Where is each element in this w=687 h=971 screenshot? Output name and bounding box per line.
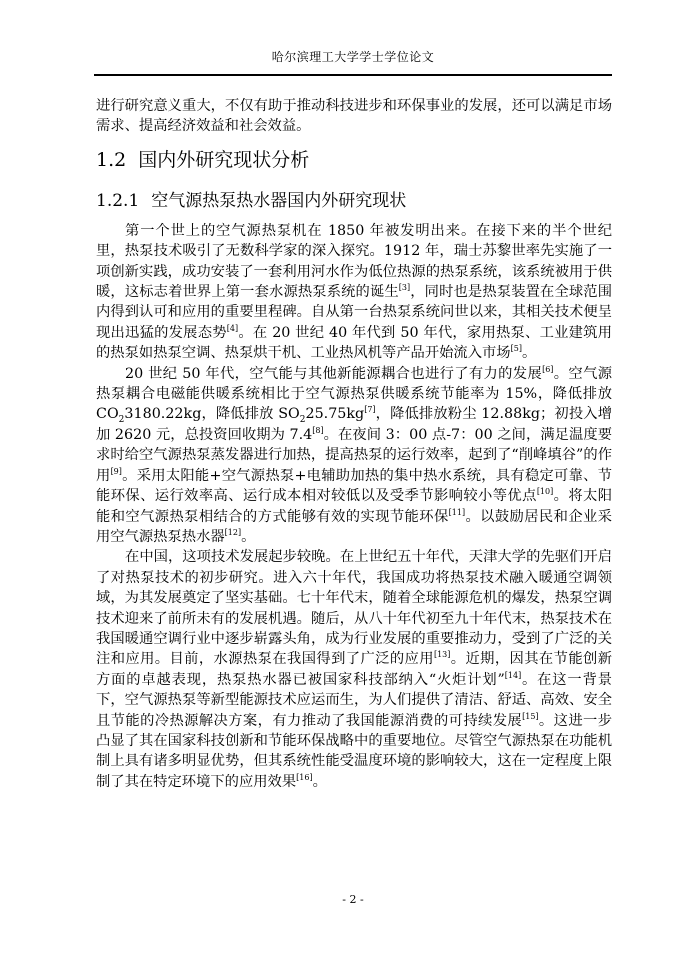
citation-marker: [9] [110,466,122,476]
page-body [96,96,612,792]
citation-marker: [13] [433,650,451,660]
running-header-title: 哈尔滨理工大学学士学位论文 [271,50,435,64]
citation-marker: [16] [296,773,313,783]
paragraph-text: 。采用太阳能+空气源热泵+电辅助加热的集中热水系统，具有稳定可靠、节能环保、运行效率高、运行成本相对较低以及受季节影响较小等优点 [96,467,612,505]
citation-marker: [11] [448,507,466,517]
paragraph-text: 。 [241,528,256,545]
citation-marker: [8] [312,426,324,436]
paragraph-text: 3180.22kg，降低排放 SO [124,406,300,423]
citation-marker: [7] [364,405,376,415]
citation-marker: [3] [398,283,411,293]
intro-paragraph: 进行研究意义重大，不仅有助于推动科技进步和环保事业的发展，还可以满足市场需求、提高经济效益和社会效益。 [96,98,612,135]
paragraph-text: 20 世纪 50 年代，空气能与其他新能源耦合也进行了有力的发展 [125,365,543,382]
subsection-number: 1.2.1 [96,190,140,211]
paragraph-text: ，降低排放粉尘 12.88kg；初投入增加 2620 元，总投资回收期为 7.4 [96,406,612,443]
body-paragraph [96,221,612,364]
paragraph-text: ，同时也是热泵装置在全球范围内得到认可和应用的重要里程碑。自从第一台热泵系统问世以来，其相关技术便呈现出迅猛的发展态势 [96,284,613,341]
citation-marker: [14] [504,670,522,680]
paragraph-text: 。将太阳能和空气源热泵相结合的方式能够有效的实现节能环保 [96,488,613,525]
page-number: - 2 - [342,893,364,906]
paragraph-text: 第一个世上的空气源热泵机在 1850 年被发明出来。在接下来的半个世纪里，热泵技术吸引了无数科学家的深入探究。1912 年，瑞士苏黎世率先实施了一项创新实践，成功安装了一套利用河水作为低位热源的热泵系统，该系统被用于供暖，这标志着世界上第一套水源热泵系统的诞生 [96,222,612,301]
header-divider [94,74,612,76]
section-title: 国内外研究现状分析 [138,148,310,171]
paragraph-text: 。 [312,773,327,790]
paragraph-text: 。以鼓励居民和企业采用空气源热泵热水器 [96,508,612,545]
paragraph-text: 。空气源热泵耦合电磁能供暖系统相比于空气源热泵供暖系统节能率为 15%，降低排放 CO [96,365,613,423]
citation-marker: [12] [224,528,242,538]
paragraph-text: 。这进一步凸显了其在国家科技创新和节能环保战略中的重要地位。尽管空气源热泵在功能机制上具有诸多明显优势，但其系统性能受温度环境的影响较大，这在一定程度上限制了其在特定环境下的应用效果 [96,712,612,790]
citation-marker: [15] [522,711,539,721]
subsection-heading [96,189,612,213]
paragraph-text: 。近期，因其在节能创新方面的卓越表现，热泵热水器已被国家科技部纳入“火炬计划” [96,651,613,688]
paragraph-text: 在中国，这项技术发展起步较晚。在上世纪五十年代，天津大学的先驱们开启了对热泵技术的初步研究。进入六十年代，我国成功将热泵技术融入暖通空调领域，为其发展奠定了坚实基础。七十年代末，随着全球能源危机的爆发，热泵空调技术迎来了前所未有的发展机遇。随后，从八十年代初至九十年代末，热泵技术在我国暖通空调行业中逐步崭露头角，成为行业发展的重要推动力，受到了广泛的关注和应用。目前，水源热泵在我国得到了广泛的应用 [96,549,612,668]
chemical-subscript: 2 [299,415,306,426]
paragraph-text: 。 [521,345,537,362]
chemical-subscript: 2 [118,415,125,426]
paragraph-text: 。在 20 世纪 40 年代到 50 年代，家用热泵、工业建筑用的热泵如热泵空调、热泵烘干机、工业热风机等产品开始流入市场 [96,324,612,362]
paragraph-text: 。在这一背景下，空气源热泵等新型能源技术应运而生，为人们提供了清洁、舒适、高效、安全且节能的冷热源解决方案，有力推动了我国能源消费的可持续发展 [96,671,612,729]
citation-marker: [6] [542,364,554,374]
body-paragraph [96,547,612,792]
citation-marker: [10] [536,487,554,497]
body-paragraph [96,364,612,548]
section-number: 1.2 [96,148,127,171]
section-heading [96,147,612,173]
paragraph-text: 。在夜间 3：00 点-7：00 之间，满足温度要求时给空气源热泵蒸发器进行加热，提高热泵的运行效率，起到了“削峰填谷”的作用 [96,426,612,484]
citation-marker: [4] [226,324,239,334]
citation-marker: [5] [510,344,522,354]
paragraph-text: 25.75kg [305,406,365,423]
subsection-title: 空气源热泵热水器国内外研究现状 [151,190,407,211]
